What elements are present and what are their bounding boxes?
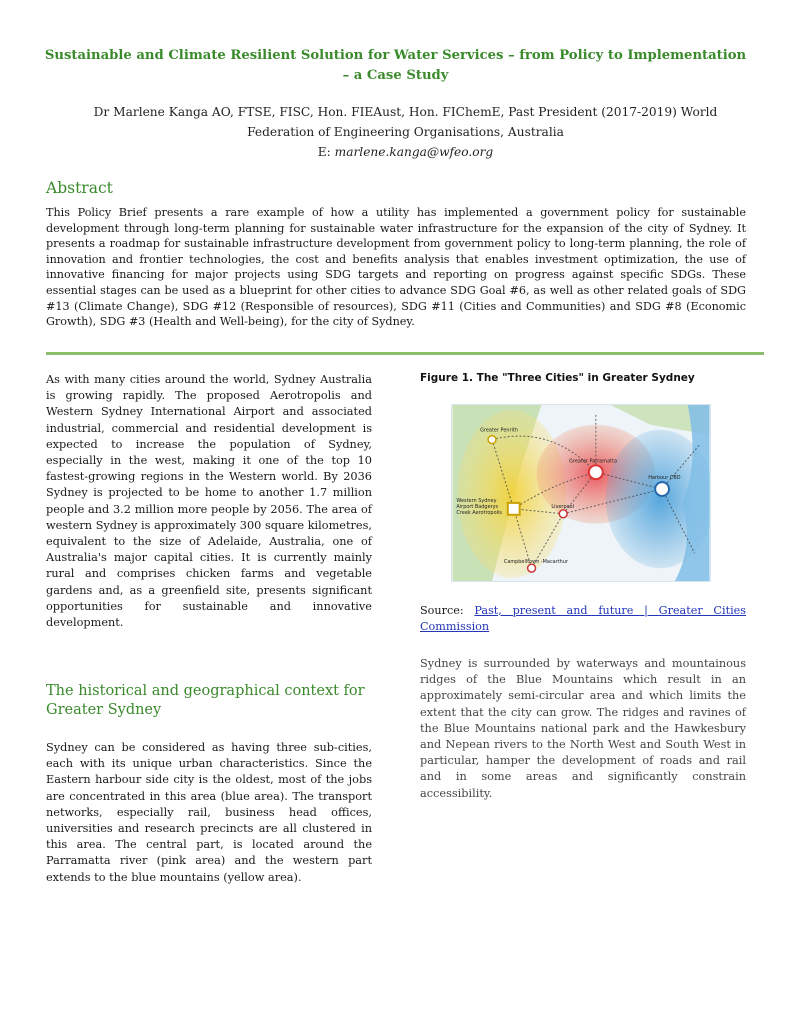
parramatta-hub — [589, 465, 603, 479]
geography-paragraph: Sydney is surrounded by waterways and mountainous ridges of the Blue Mountains which result in an approximately semi-circular area and which limits the extent that the city can grow. The ridges and ravines of the Blue Mountains national park and the Hawkesbury and Nepean rivers to the North West and South West in particular, hamper the development of roads and rail and in some areas and significantly constrain accessibility. — [420, 657, 746, 800]
penrith-hub — [488, 436, 496, 444]
document-title: Sustainable and Climate Resilient Solution for Water Services – from Policy to Implementation – a Case Study — [44, 48, 747, 83]
harbour-cbd-hub — [655, 482, 669, 496]
abstract-heading: Abstract — [46, 179, 113, 197]
three-cities-map — [451, 404, 711, 582]
author-line: Dr Marlene Kanga AO, FTSE, FISC, Hon. FIEAust, Hon. FIChemE, Past President (2017-2019) World Federation of Engineering Organisations, Australia — [93, 105, 718, 139]
liverpool-hub — [559, 510, 567, 518]
author-email[interactable]: marlene.kanga@wfeo.org — [334, 145, 494, 159]
section-divider — [46, 352, 764, 355]
aerotropolis-hub — [508, 503, 520, 515]
label-greater-penrith: Greater Penrith — [480, 427, 518, 434]
source-link[interactable]: Past, present and future | Greater Cities Commission — [420, 604, 747, 633]
email-prefix: E: — [317, 145, 335, 159]
intro-paragraph: As with many cities around the world, Sydney Australia is growing rapidly. The proposed Aerotropolis and Western Sydney International Airport and associated industrial, commercial and residential development is expected to increase the population of Sydney, especially in the west, making it one of the top 10 fastest-growing regions in the Western world. By 2036 Sydney is projected to be home to another 1.7 million people and 3.2 million more people by 2056. The area of western Sydney is approximately 300 square kilometres, equivalent to the size of Adelaide, Australia, one of Australia's major capital cities. It is currently mainly rural and comprises chicken farms and vegetable gardens and, as a greenfield site, presents significant opportunities for sustainable and innovative development. — [46, 373, 372, 630]
label-harbour-cbd: Harbour CBD — [648, 475, 681, 482]
campbelltown-hub — [528, 564, 536, 572]
source-prefix: Source: — [420, 604, 475, 617]
author-block — [60, 102, 751, 162]
label-campbelltown: Campbelltown -Macarthur — [503, 559, 568, 566]
figure-source — [420, 603, 746, 635]
context-section-heading: The historical and geographical context for Greater Sydney — [46, 683, 365, 718]
label-western-sydney-airport: Western Sydney Airport Badgerys Creek Aerotropolis — [456, 497, 502, 516]
email-line — [60, 142, 751, 162]
abstract-text: This Policy Brief presents a rare example of how a utility has implemented a government policy for sustainable development through long-term planning for sustainable water infrastructure for the expansion of the city of Sydney. It presents a roadmap for sustainable infrastructure development from government policy to long-term planning, the role of innovation and frontier technologies, the cost and benefits analysis that enables investment optimization, the use of innovative financing for major projects using SDG targets and reporting on progress against specific SDGs. These essential stages can be used as a blueprint for other cities to advance SDG Goal #6, as well as other related goals of SDG #13 (Climate Change), SDG #12 (Responsible of resources), SDG #11 (Cities and Communities) and SDG #8 (Economic Growth), SDG #3 (Health and Well-being), for the city of Sydney. — [46, 206, 746, 329]
figure-caption: Figure 1. The "Three Cities" in Greater Sydney — [420, 372, 695, 384]
label-liverpool: Liverpool — [551, 503, 575, 510]
context-paragraph: Sydney can be considered as having three sub-cities, each with its unique urban characteristics. Since the Eastern harbour side city is the oldest, most of the jobs are concentrated in this area (blue area). The transport networks, especially rail, business head offices, universities and research precincts are all clustered in this area. The central part, is located around the Parramatta river (pink area) and the western part extends to the blue mountains (yellow area). — [46, 741, 372, 884]
label-greater-parramatta: Greater Parramatta — [569, 458, 618, 465]
